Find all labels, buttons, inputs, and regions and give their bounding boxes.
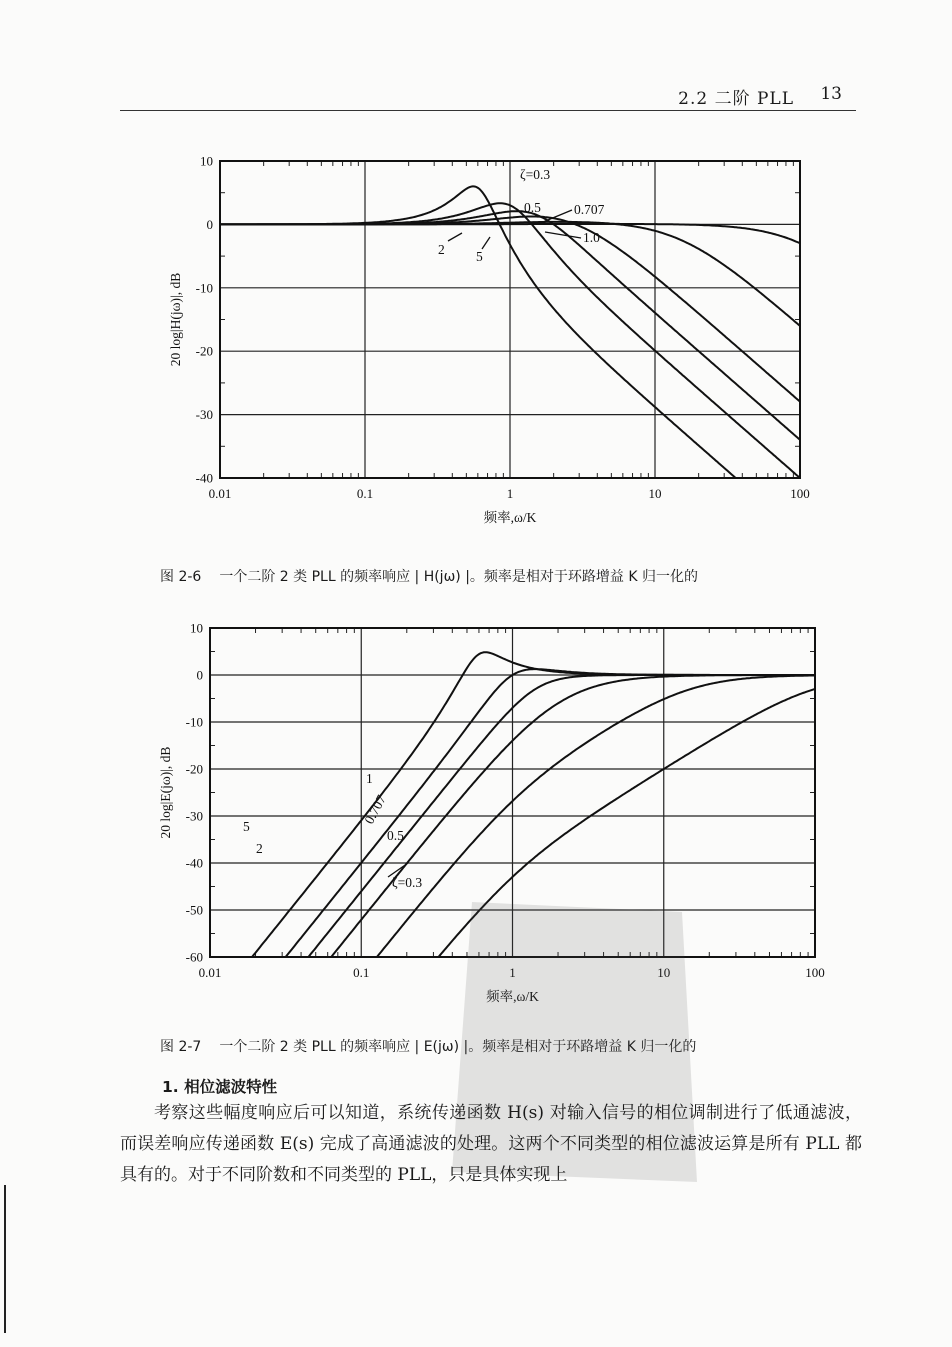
fig1-ytick-label: -30 xyxy=(195,407,213,423)
fig1-ytick-label: 0 xyxy=(206,216,213,232)
fig1-series-label: 1.0 xyxy=(583,230,600,245)
fig1-xtick-label: 0.01 xyxy=(208,486,232,501)
fig2-xtick-label: 0.1 xyxy=(353,965,370,980)
fig2-ytick-label: -10 xyxy=(185,714,203,730)
fig1-ytick-label: -40 xyxy=(195,470,213,486)
fig2-xtick-label: 0.01 xyxy=(198,965,222,980)
fig2-series-label: 1 xyxy=(366,771,373,786)
fig2-y-axis-title: 20 log|E(jω)|, dB xyxy=(158,746,173,839)
fig1-series-label: 2 xyxy=(438,242,445,257)
fig2-series-label: 0.707 xyxy=(361,792,389,827)
figure-2-7-caption xyxy=(160,1036,860,1056)
fig2-xtick-label: 10 xyxy=(657,965,671,980)
figure-2-7-caption-text: 一个二阶 2 类 PLL 的频率响应 | E(jω) |。频率是相对于环路增益 K 归一化的 xyxy=(219,1039,697,1055)
body-text xyxy=(120,1098,862,1191)
body-paragraph: 考察这些幅度响应后可以知道，系统传递函数 H(s) 对输入信号的相位调制进行了低通滤波，而误差响应传递函数 E(s) 完成了高通滤波的处理。这两个不同类型的相位滤波运算是所有 PLL 都具有的。对于不同阶数和不同类型的 PLL，只是具体实现上 xyxy=(120,1103,862,1185)
fig1-y-axis-title: 20 log|H(jω)|, dB xyxy=(168,272,183,367)
fig2-ytick-label: -20 xyxy=(185,761,203,777)
fig2-xtick-label: 1 xyxy=(509,965,516,980)
section-heading: 1. 相位滤波特性 xyxy=(162,1078,278,1096)
fig1-series-label: 0.5 xyxy=(524,200,541,215)
fig1-xtick-label: 100 xyxy=(790,486,810,501)
fig2-ytick-label: -30 xyxy=(185,808,203,824)
fig2-xtick-label: 100 xyxy=(805,965,825,980)
fig1-x-axis-title: 频率,ω/K xyxy=(483,510,537,525)
section-title: 2.2 二阶 PLL xyxy=(678,89,794,109)
fig1-series-label: 5 xyxy=(476,249,483,264)
fig2-ytick-label: -60 xyxy=(185,949,203,965)
fig1-xtick-label: 0.1 xyxy=(356,486,374,501)
figure-2-6-number: 图 2-6 xyxy=(160,569,202,585)
fig1-ytick-label: -20 xyxy=(195,343,213,359)
fig2-ytick-label: -40 xyxy=(185,855,203,871)
fig2-ytick-label: 10 xyxy=(190,620,203,636)
fig2-series-label: 0.5 xyxy=(387,828,404,843)
fig2-ytick-label: -50 xyxy=(185,902,203,918)
fig1-xtick-label: 10 xyxy=(648,486,662,501)
scan-edge-line xyxy=(4,1185,6,1333)
fig1-ytick-label: -10 xyxy=(195,280,213,296)
fig1-ytick-label: 10 xyxy=(200,153,213,169)
fig2-series-label: 5 xyxy=(243,819,250,834)
fig2-series-label: 2 xyxy=(256,841,263,856)
figure-2-7-number: 图 2-7 xyxy=(160,1039,202,1055)
fig1-series-label: ζ=0.3 xyxy=(520,167,551,182)
fig1-series-label: 0.707 xyxy=(574,202,605,217)
fig2-ytick-label: 0 xyxy=(196,667,203,683)
fig2-series-label: ζ=0.3 xyxy=(392,875,423,890)
figure-2-6-caption-text: 一个二阶 2 类 PLL 的频率响应 | H(jω) |。频率是相对于环路增益 K 归一化的 xyxy=(219,569,699,585)
fig2-x-axis-title: 频率,ω/K xyxy=(486,989,539,1004)
fig1-xtick-label: 1 xyxy=(506,486,514,501)
page-number: 13 xyxy=(820,84,842,104)
